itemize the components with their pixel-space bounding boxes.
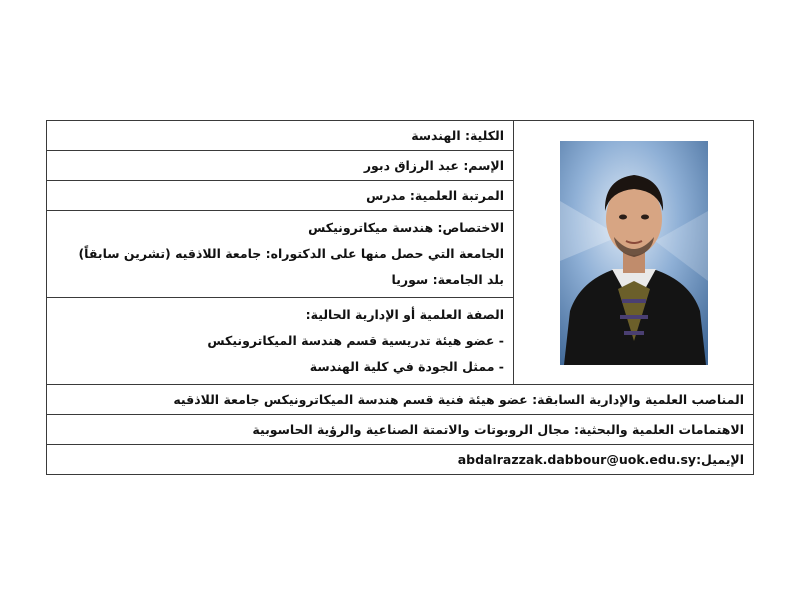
specialization-text: الاختصاص: هندسة ميكاترونيكس <box>308 220 504 235</box>
current-position-item: - ممثل الجودة في كلية الهندسة <box>309 359 504 374</box>
current-positions-cell <box>47 298 514 385</box>
rank-text: المرتبة العلمية: مدرس <box>366 187 504 203</box>
faculty-text: الكلية: الهندسة <box>411 127 504 143</box>
email-label: الإيميل: <box>696 451 744 467</box>
profile-photo <box>560 141 708 365</box>
name-text: الإسم: عبد الرزاق دبور <box>363 157 504 173</box>
research-interests-cell <box>47 415 754 445</box>
faculty-cell <box>47 121 514 151</box>
phd-university-text: الجامعة التي حصل منها على الدكتوراه: جامعة اللاذقيه (تشرين سابقاً) <box>78 246 504 261</box>
current-position-item: - عضو هيئة تدريسية قسم هندسة الميكاترونيكس <box>207 333 504 348</box>
profile-table <box>46 120 754 475</box>
specialization-cell <box>47 211 514 298</box>
previous-positions-cell <box>47 385 754 415</box>
current-positions-heading: الصفة العلمية أو الإدارية الحالية: <box>305 307 504 322</box>
email-cell <box>47 445 754 475</box>
previous-positions-text: المناصب العلمية والإدارية السابقة: عضو هيئة فنية قسم هندسة الميكاترونيكس جامعة اللاذقيه <box>173 391 744 407</box>
rank-cell <box>47 181 514 211</box>
university-country-text: بلد الجامعة: سوريا <box>391 272 504 287</box>
name-cell <box>47 151 514 181</box>
email-link[interactable]: abdalrazzak.dabbour@uok.edu.sy <box>457 451 697 467</box>
photo-cell <box>514 121 754 385</box>
research-interests-text: الاهتمامات العلمية والبحثية: مجال الروبوتات والاتمتة الصناعية والرؤية الحاسوبية <box>252 421 744 437</box>
